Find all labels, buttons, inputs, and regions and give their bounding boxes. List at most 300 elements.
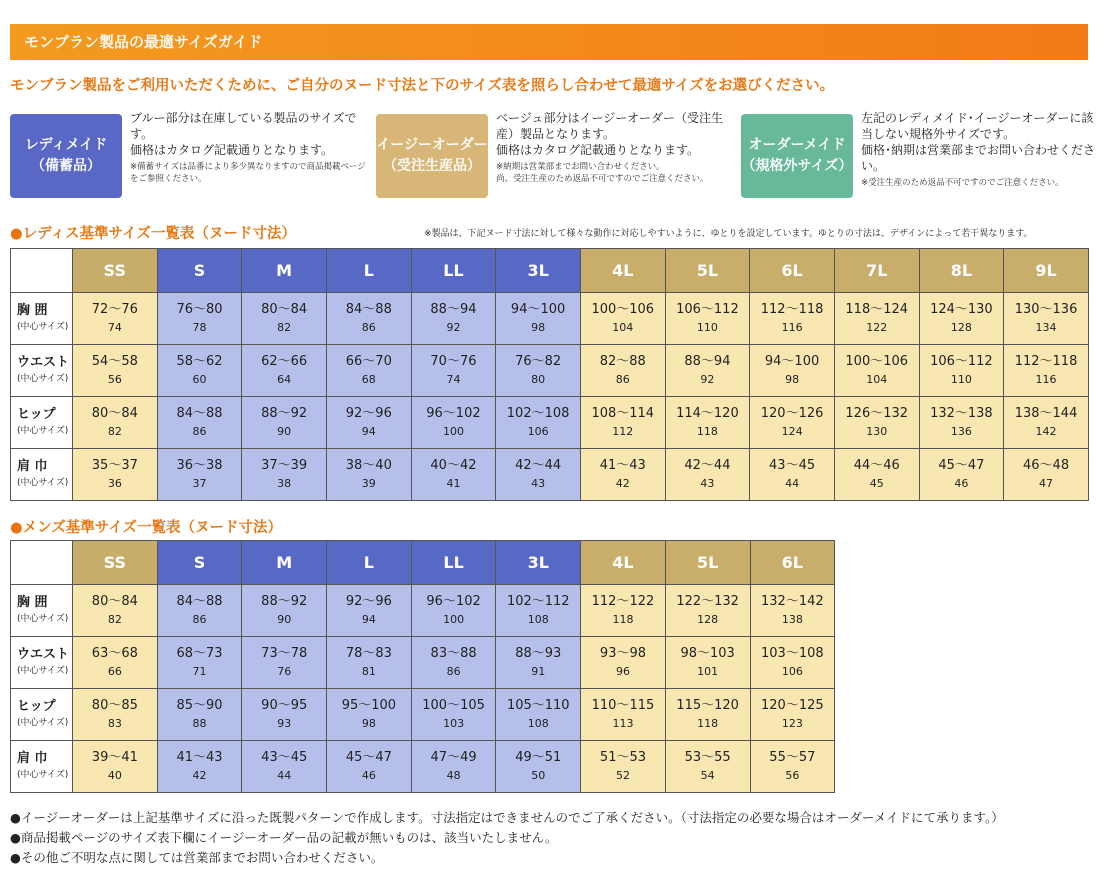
row-label: [11, 689, 73, 741]
center-size: 74: [446, 373, 461, 386]
table-row: [11, 637, 835, 689]
badge-order-made-title: オーダーメイド: [748, 137, 846, 153]
center-size: 83: [107, 717, 122, 730]
guide-banner: モンブラン製品の最適サイズガイド: [10, 24, 1088, 60]
size-cell: [242, 689, 327, 741]
size-range: 88〜94: [430, 302, 477, 317]
size-header-s: S: [157, 249, 242, 293]
size-header-m: M: [242, 541, 327, 585]
size-range: 84〜88: [176, 594, 223, 609]
center-size: 106: [781, 665, 803, 678]
center-size: 90: [277, 613, 292, 626]
center-size: 76: [277, 665, 292, 678]
size-cell: [580, 345, 665, 397]
size-cell: [581, 689, 666, 741]
center-size: 39: [361, 477, 376, 490]
center-size: 42: [615, 477, 630, 490]
center-size: 118: [612, 613, 634, 626]
size-range: 39〜41: [91, 750, 138, 765]
row-label-sub: (中心サイズ): [17, 717, 69, 728]
size-cell: [750, 345, 835, 397]
center-size: 98: [785, 373, 800, 386]
center-size: 68: [361, 373, 376, 386]
size-range: 55〜57: [769, 750, 816, 765]
center-size: 56: [107, 373, 122, 386]
size-range: 120〜125: [761, 698, 824, 713]
size-header-6l: 6L: [750, 541, 835, 585]
row-label-main: 胸 囲: [17, 594, 48, 610]
center-size: 66: [107, 665, 122, 678]
size-range: 38〜40: [345, 458, 392, 473]
center-size: 43: [531, 477, 546, 490]
center-size: 86: [361, 321, 376, 334]
header-blank-cell: [11, 541, 73, 585]
size-range: 37〜39: [261, 458, 308, 473]
footnote-3: ●その他ご不明な点に関しては営業部までお問い合わせください。: [10, 850, 384, 865]
size-range: 70〜76: [430, 354, 477, 369]
size-cell: [665, 741, 750, 793]
size-range: 92〜96: [345, 406, 392, 421]
size-cell: [157, 689, 242, 741]
center-size: 91: [531, 665, 546, 678]
size-range: 44〜46: [853, 458, 900, 473]
center-size: 104: [612, 321, 634, 334]
size-range: 138〜144: [1014, 406, 1078, 421]
size-cell: [665, 449, 750, 501]
size-cell: [326, 345, 411, 397]
badge-easy-order: [376, 114, 488, 198]
size-cell: [157, 585, 242, 637]
size-range: 83〜88: [430, 646, 477, 661]
size-range: 49〜51: [515, 750, 562, 765]
size-header-3l: 3L: [496, 249, 581, 293]
size-cell: [242, 585, 327, 637]
size-range: 35〜37: [91, 458, 138, 473]
table-row: [11, 293, 1089, 345]
size-cell: [919, 449, 1004, 501]
center-size: 46: [954, 477, 969, 490]
size-header-row: [11, 541, 835, 585]
size-cell: [1004, 293, 1089, 345]
size-range: 45〜47: [938, 458, 985, 473]
row-label-main: 肩 巾: [17, 458, 48, 474]
size-cell: [496, 689, 581, 741]
size-cell: [750, 637, 835, 689]
size-cell: [665, 637, 750, 689]
center-size: 130: [866, 425, 888, 438]
center-size: 110: [696, 321, 718, 334]
row-label-main: 胸 囲: [17, 302, 48, 318]
size-range: 84〜88: [345, 302, 392, 317]
size-range: 68〜73: [176, 646, 223, 661]
size-cell: [580, 293, 665, 345]
center-size: 116: [781, 321, 803, 334]
size-header-ss: SS: [73, 249, 158, 293]
size-header-5l: 5L: [665, 249, 750, 293]
center-size: 86: [192, 613, 207, 626]
size-range: 95〜100: [341, 698, 397, 713]
ladies-size-table: [10, 248, 1089, 501]
size-range: 47〜49: [430, 750, 477, 765]
size-range: 88〜92: [261, 406, 308, 421]
center-size: 94: [361, 425, 376, 438]
size-cell: [242, 449, 327, 501]
size-cell: [242, 637, 327, 689]
row-label-main: ウエスト: [17, 646, 70, 662]
size-cell: [327, 741, 412, 793]
size-cell: [750, 689, 835, 741]
size-range: 106〜112: [930, 354, 993, 369]
center-size: 100: [443, 613, 465, 626]
size-cell: [411, 345, 496, 397]
size-cell: [242, 741, 327, 793]
size-range: 41〜43: [599, 458, 646, 473]
size-cell: [327, 585, 412, 637]
size-range: 40〜42: [430, 458, 477, 473]
size-range: 105〜110: [506, 698, 570, 713]
easy-order-description: [496, 110, 736, 185]
size-range: 73〜78: [261, 646, 308, 661]
center-size: 124: [781, 425, 803, 438]
size-range: 93〜98: [599, 646, 647, 661]
size-range: 42〜44: [515, 458, 562, 473]
size-range: 98〜103: [680, 646, 735, 661]
size-cell: [496, 345, 581, 397]
center-size: 128: [950, 321, 972, 334]
size-range: 124〜130: [930, 302, 993, 317]
center-size: 101: [697, 665, 719, 678]
size-cell: [411, 689, 496, 741]
row-label-sub: (中心サイズ): [17, 425, 69, 436]
center-size: 100: [442, 425, 464, 438]
size-range: 45〜47: [345, 750, 392, 765]
size-range: 53〜55: [684, 750, 731, 765]
size-range: 118〜124: [845, 302, 909, 317]
badge-ready-made-title: レディメイド: [24, 137, 108, 153]
center-size: 82: [107, 613, 122, 626]
row-label-sub: (中心サイズ): [17, 373, 69, 384]
easy-order-note: ※納期は営業部までお問い合わせください。 尚、受注生産のため返品不可ですのでご注意ください。: [496, 162, 709, 184]
size-range: 54〜58: [91, 354, 138, 369]
size-cell: [919, 293, 1004, 345]
size-range: 84〜88: [176, 406, 223, 421]
size-cell: [750, 585, 835, 637]
size-cell: [919, 345, 1004, 397]
size-cell: [1004, 449, 1089, 501]
center-size: 45: [869, 477, 884, 490]
center-size: 78: [192, 321, 207, 334]
row-label-main: ヒップ: [17, 698, 56, 714]
size-range: 130〜136: [1014, 302, 1078, 317]
easy-order-desc-text: ベージュ部分はイージーオーダー（受注生産）製品となります。 価格はカタログ記載通りとなります。: [496, 111, 724, 157]
size-range: 88〜93: [515, 646, 562, 661]
center-size: 74: [107, 321, 122, 334]
size-cell: [157, 397, 242, 449]
size-header-l: L: [326, 249, 411, 293]
row-label: [11, 449, 73, 501]
center-size: 118: [697, 717, 719, 730]
size-range: 78〜83: [345, 646, 392, 661]
center-size: 44: [785, 477, 800, 490]
center-size: 110: [950, 373, 972, 386]
center-size: 94: [361, 613, 376, 626]
size-range: 43〜45: [769, 458, 816, 473]
center-size: 41: [446, 477, 461, 490]
center-size: 37: [192, 477, 207, 490]
size-cell: [581, 741, 666, 793]
badge-easy-order-title: イージーオーダー: [376, 137, 488, 153]
size-cell: [665, 585, 750, 637]
center-size: 106: [527, 425, 549, 438]
size-range: 80〜84: [91, 594, 138, 609]
center-size: 98: [361, 717, 376, 730]
center-size: 134: [1035, 321, 1057, 334]
size-cell: [157, 293, 242, 345]
table-row: [11, 449, 1089, 501]
size-range: 51〜53: [599, 750, 647, 765]
mens-size-table: [10, 540, 835, 793]
size-cell: [750, 741, 835, 793]
center-size: 138: [781, 613, 803, 626]
center-size: 38: [277, 477, 292, 490]
size-range: 85〜90: [176, 698, 223, 713]
ready-made-desc-text: ブルー部分は在庫している製品のサイズです。 価格はカタログ記載通りとなります。: [130, 111, 357, 157]
center-size: 122: [866, 321, 888, 334]
size-cell: [411, 449, 496, 501]
size-range: 63〜68: [91, 646, 138, 661]
size-cell: [73, 397, 158, 449]
size-cell: [581, 585, 666, 637]
size-range: 112〜118: [1014, 354, 1078, 369]
row-label-sub: (中心サイズ): [17, 665, 69, 676]
row-label: [11, 397, 73, 449]
size-range: 115〜120: [676, 698, 739, 713]
ready-made-note: ※備蓄サイズは品番により多少異なりますので商品掲載ページをご参照ください。: [130, 162, 366, 184]
mens-section-title: ●メンズ基準サイズ一覧表（ヌード寸法）: [10, 520, 283, 536]
size-cell: [665, 397, 750, 449]
size-cell: [580, 449, 665, 501]
badge-order-made: [741, 114, 853, 198]
center-size: 52: [615, 769, 630, 782]
size-cell: [1004, 345, 1089, 397]
size-header-8l: 8L: [919, 249, 1004, 293]
size-header-6l: 6L: [750, 249, 835, 293]
badge-ready-made-sub: （備蓄品）: [31, 158, 101, 174]
badge-order-made-sub: （規格外サイズ）: [741, 158, 853, 174]
size-range: 82〜88: [599, 354, 646, 369]
center-size: 92: [700, 373, 715, 386]
footnote-2: ●商品掲載ページのサイズ表下欄にイージーオーダー品の記載が無いものは、該当いたしません。: [10, 830, 558, 845]
size-cell: [496, 585, 581, 637]
size-range: 114〜120: [676, 406, 739, 421]
size-cell: [750, 293, 835, 345]
size-cell: [73, 585, 158, 637]
center-size: 82: [107, 425, 122, 438]
size-cell: [242, 293, 327, 345]
size-range: 42〜44: [684, 458, 731, 473]
center-size: 104: [866, 373, 888, 386]
table-row: [11, 741, 835, 793]
size-range: 62〜66: [261, 354, 308, 369]
center-size: 56: [785, 769, 800, 782]
size-header-4l: 4L: [581, 541, 666, 585]
size-cell: [242, 397, 327, 449]
center-size: 42: [192, 769, 207, 782]
size-range: 108〜114: [591, 406, 655, 421]
size-cell: [834, 345, 919, 397]
size-cell: [73, 689, 158, 741]
order-made-desc-text: 左記のレディメイド･イージーオーダーに該当しない規格外サイズです。 価格･納期は営業部までお問い合わせください。: [861, 111, 1096, 173]
center-size: 86: [446, 665, 461, 678]
center-size: 92: [446, 321, 461, 334]
size-range: 132〜138: [930, 406, 993, 421]
size-header-3l: 3L: [496, 541, 581, 585]
center-size: 40: [107, 769, 122, 782]
center-size: 118: [696, 425, 718, 438]
size-range: 100〜106: [591, 302, 655, 317]
center-size: 103: [443, 717, 465, 730]
row-label: [11, 637, 73, 689]
center-size: 86: [615, 373, 630, 386]
center-size: 90: [277, 425, 292, 438]
size-cell: [496, 397, 581, 449]
badge-ready-made: [10, 114, 122, 198]
header-blank-cell: [11, 249, 73, 293]
center-size: 71: [192, 665, 207, 678]
size-cell: [73, 741, 158, 793]
size-range: 41〜43: [176, 750, 223, 765]
size-range: 36〜38: [176, 458, 223, 473]
size-cell: [834, 449, 919, 501]
size-cell: [665, 689, 750, 741]
size-cell: [665, 345, 750, 397]
size-cell: [665, 293, 750, 345]
size-cell: [411, 397, 496, 449]
size-header-5l: 5L: [665, 541, 750, 585]
center-size: 116: [1035, 373, 1057, 386]
size-cell: [750, 397, 835, 449]
size-header-7l: 7L: [834, 249, 919, 293]
size-header-s: S: [157, 541, 242, 585]
size-cell: [411, 585, 496, 637]
size-cell: [73, 345, 158, 397]
size-cell: [411, 637, 496, 689]
size-cell: [411, 741, 496, 793]
size-cell: [327, 637, 412, 689]
center-size: 113: [612, 717, 634, 730]
intro-text: モンブラン製品をご利用いただくために、ご自分のヌード寸法と下のサイズ表を照らし合わせて最適サイズをお選びください。: [10, 78, 835, 94]
size-range: 76〜82: [515, 354, 562, 369]
center-size: 47: [1039, 477, 1054, 490]
size-header-4l: 4L: [580, 249, 665, 293]
row-label: [11, 585, 73, 637]
table-row: [11, 397, 1089, 449]
size-cell: [496, 449, 581, 501]
center-size: 80: [531, 373, 546, 386]
size-cell: [157, 449, 242, 501]
size-range: 94〜100: [764, 354, 820, 369]
size-range: 102〜112: [506, 594, 570, 609]
size-range: 58〜62: [176, 354, 223, 369]
size-cell: [327, 689, 412, 741]
row-label-sub: (中心サイズ): [17, 321, 69, 332]
row-label-main: 肩 巾: [17, 750, 48, 766]
size-range: 88〜94: [684, 354, 731, 369]
size-header-ll: LL: [411, 249, 496, 293]
center-size: 82: [277, 321, 292, 334]
size-range: 126〜132: [845, 406, 909, 421]
center-size: 54: [700, 769, 715, 782]
size-range: 76〜80: [176, 302, 223, 317]
row-label-sub: (中心サイズ): [17, 477, 69, 488]
size-range: 103〜108: [761, 646, 824, 661]
size-range: 112〜118: [760, 302, 824, 317]
size-range: 66〜70: [345, 354, 392, 369]
row-label-main: ヒップ: [17, 406, 56, 422]
size-range: 92〜96: [345, 594, 392, 609]
center-size: 108: [527, 613, 549, 626]
center-size: 112: [612, 425, 634, 438]
size-cell: [157, 345, 242, 397]
size-cell: [496, 293, 581, 345]
size-range: 96〜102: [426, 406, 481, 421]
center-size: 88: [192, 717, 207, 730]
size-cell: [1004, 397, 1089, 449]
center-size: 48: [446, 769, 461, 782]
ready-made-description: [130, 110, 370, 185]
size-cell: [411, 293, 496, 345]
size-cell: [496, 637, 581, 689]
size-cell: [326, 293, 411, 345]
center-size: 36: [107, 477, 122, 490]
size-cell: [73, 293, 158, 345]
size-range: 96〜102: [426, 594, 481, 609]
row-label-sub: (中心サイズ): [17, 613, 69, 624]
center-size: 93: [277, 717, 292, 730]
row-label-sub: (中心サイズ): [17, 769, 69, 780]
size-range: 88〜92: [261, 594, 308, 609]
center-size: 136: [950, 425, 972, 438]
size-cell: [242, 345, 327, 397]
size-header-ss: SS: [73, 541, 158, 585]
size-range: 80〜85: [91, 698, 138, 713]
size-range: 94〜100: [510, 302, 566, 317]
size-range: 132〜142: [761, 594, 824, 609]
size-cell: [834, 293, 919, 345]
size-range: 72〜76: [91, 302, 138, 317]
center-size: 60: [192, 373, 207, 386]
size-cell: [157, 637, 242, 689]
size-header-m: M: [242, 249, 327, 293]
footnote-1: ●イージーオーダーは上記基準サイズに沿った既製パターンで作成します。寸法指定はできませんのでご了承ください。（寸法指定の必要な場合はオーダーメイドにて承ります。）: [10, 810, 1004, 825]
ladies-section-note: ※製品は、下記ヌード寸法に対して様々な動作に対応しやすいように、ゆとりを設定しています。ゆとりの寸法は、デザインによって若干異なります。: [424, 229, 1033, 239]
size-cell: [157, 741, 242, 793]
size-cell: [580, 397, 665, 449]
size-cell: [73, 449, 158, 501]
table-row: [11, 585, 835, 637]
size-range: 120〜126: [760, 406, 824, 421]
size-cell: [496, 741, 581, 793]
size-range: 122〜132: [676, 594, 739, 609]
table-row: [11, 345, 1089, 397]
center-size: 43: [700, 477, 715, 490]
center-size: 123: [781, 717, 803, 730]
center-size: 44: [277, 769, 292, 782]
size-cell: [326, 449, 411, 501]
center-size: 98: [531, 321, 546, 334]
size-header-row: [11, 249, 1089, 293]
size-range: 80〜84: [91, 406, 138, 421]
